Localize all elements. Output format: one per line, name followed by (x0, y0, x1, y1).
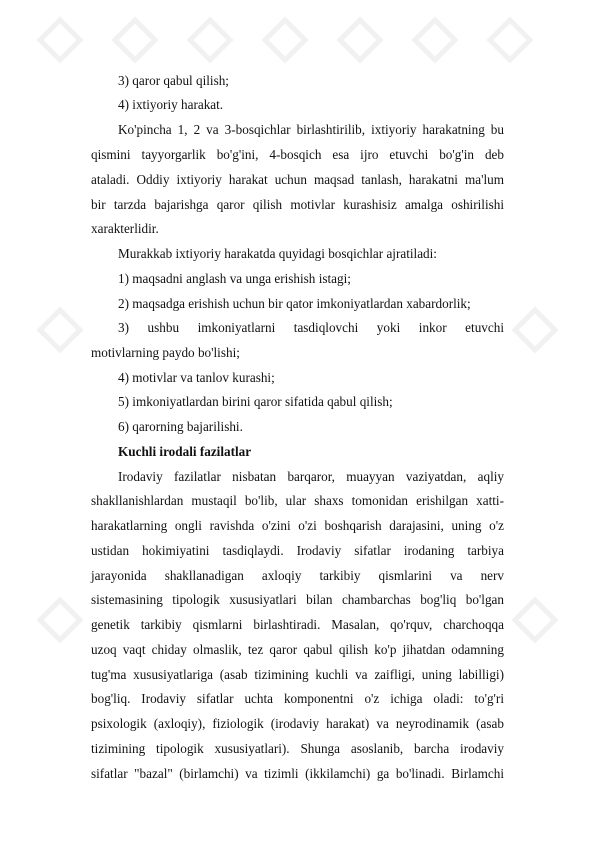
text-line-1: 3) qaror qabul qilish; (118, 73, 229, 88)
text-line-29: sifatlar "bazal" (birlamchi) va tizimli (ikkilamchi) ga bo'linadi. Birlamchi (91, 766, 504, 781)
text-line-5: ataladi. Oddiy ixtiyoriy harakat uchun maqsad tanlash, harakatni ma'lum (91, 172, 504, 187)
text-line-24: uzoq vaqt chiday olmaslik, tez qaror qabul qilish ko'p jihatdan odamning (91, 642, 504, 657)
text-line-15: 6) qarorning bajarilishi. (118, 419, 243, 434)
text-line-7: xarakterlidir. (91, 221, 159, 236)
text-line-10: 2) maqsadga erishish uchun bir qator imkoniyatlardan xabardorlik; (118, 296, 471, 311)
text-line-4: qismini tayyorgarlik bo'g'ini, 4-bosqich esa ijro etuvchi bo'g'in deb (91, 147, 504, 162)
text-line-20: ustidan hokimiyatini tasdiqlaydi. Irodaviy sifatlar irodaning tarbiya (91, 543, 504, 558)
text-line-27: psixologik (axloqiy), fiziologik (irodaviy harakat) va neyrodinamik (asab (91, 716, 504, 731)
text-line-8: Murakkab ixtiyoriy harakatda quyidagi bosqichlar ajratiladi: (118, 246, 437, 261)
text-line-26: bog'liq. Irodaviy sifatlar uchta komponentni o'z ichiga oladi: to'g'ri (91, 691, 504, 706)
text-line-25: tug'ma xususiyatlariga (asab tizimining kuchli va zaifligi, uning labilligi) (91, 667, 504, 682)
text-line-18: shakllanishlardan mustaqil bo'lib, ular shaxs tomonidan erishilgan xatti- (91, 493, 504, 508)
text-line-19: harakatlarning ongli ravishda o'zini o'zi boshqarish darajasini, uning o'z (91, 518, 504, 533)
text-line-9: 1) maqsadni anglash va unga erishish istagi; (118, 271, 351, 286)
text-line-14: 5) imkoniyatlardan birini qaror sifatida qabul qilish; (118, 394, 393, 409)
text-line-2: 4) ixtiyoriy harakat. (118, 97, 224, 112)
text-line-3: Ko'pincha 1, 2 va 3-bosqichlar birlashtirilib, ixtiyoriy harakatning bu (118, 122, 504, 137)
text-line-28: tizimining tipologik xususiyatlari). Shunga asoslanib, barcha irodaviy (91, 741, 504, 756)
text-line-17: Irodaviy fazilatlar nisbatan barqaror, muayyan vaziyatdan, aqliy (118, 469, 504, 484)
text-line-11: 3) ushbu imkoniyatlarni tasdiqlovchi yoki inkor etuvchi (118, 320, 504, 335)
text-line-13: 4) motivlar va tanlov kurashi; (118, 370, 275, 385)
text-line-23: genetik tarkibiy qismlarni birlashtiradi. Masalan, qo'rquv, charchoqqa (91, 617, 504, 632)
section-heading: Kuchli irodali fazilatlar (118, 444, 252, 459)
text-line-22: sistemasining tipologik xususiyatlari bilan chambarchas bog'liq bo'lgan (91, 592, 504, 607)
text-line-12: motivlarning paydo bo'lishi; (91, 345, 240, 360)
text-line-6: bir tarzda bajarishga qaror qilish motivlar kurashisiz amalga oshirilishi (91, 197, 504, 212)
text-line-21: jarayonida shakllanadigan axloqiy tarkibiy qismlarini va nerv (91, 568, 504, 583)
